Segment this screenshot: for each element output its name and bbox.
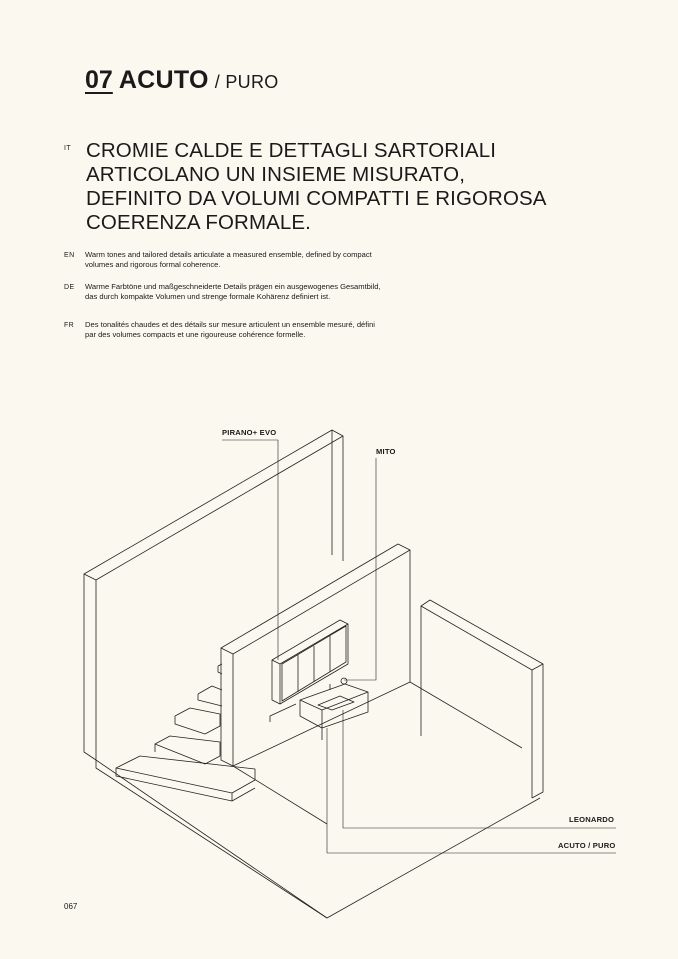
towel-bar — [270, 704, 296, 722]
headline-it: CROMIE CALDE E DETTAGLI SARTORIALI ARTICOLANO UN INSIEME MISURATO, DEFINITO DA VOLUMI COMPATTI E RIGOROSA COERENZA FORMALE. — [86, 139, 546, 234]
section-subtitle: / PURO — [214, 72, 279, 92]
leader-lines — [222, 440, 616, 853]
floor-lines — [233, 682, 522, 824]
vanity-unit — [300, 678, 368, 740]
text-fr: Des tonalités chaudes et des détails sur mesure articulent un ensemble mesuré, défini par des volumes compacts et une rigoureuse cohérence formelle. — [85, 320, 375, 339]
floor-outline — [96, 760, 540, 918]
label-acuto-puro: ACUTO / PURO — [558, 841, 616, 850]
page-number: 067 — [64, 902, 78, 911]
partition-wall — [221, 544, 410, 766]
label-mito: MITO — [376, 447, 396, 456]
mirror-cabinet — [272, 620, 348, 704]
text-en: Warm tones and tailored details articulate a measured ensemble, defined by compact volumes and rigorous formal coherence. — [85, 250, 372, 269]
lang-code-it: IT — [64, 145, 72, 152]
label-pirano-evo: PIRANO+ EVO — [222, 428, 277, 437]
section-title: ACUTO — [118, 66, 209, 94]
staircase — [116, 664, 255, 801]
left-wall — [84, 430, 343, 760]
lang-code-de: DE — [64, 284, 75, 291]
section-number: 07 — [85, 66, 113, 94]
label-leonardo: LEONARDO — [569, 815, 615, 824]
lang-code-en: EN — [64, 252, 75, 259]
lang-code-fr: FR — [64, 322, 75, 329]
text-de: Warme Farbtöne und maßgeschneiderte Details prägen ein ausgewogenes Gesamtbild, das durch kompakte Volumen und strenge formale Kohärenz definiert ist. — [85, 282, 381, 301]
